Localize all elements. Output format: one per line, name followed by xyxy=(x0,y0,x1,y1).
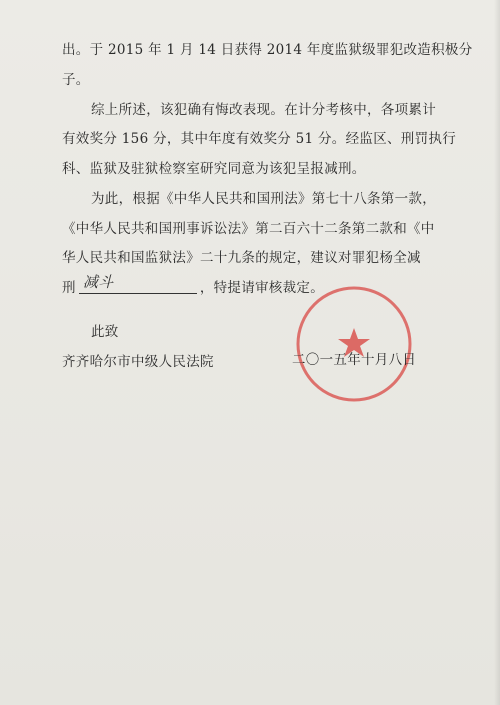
body-line-6: 为此，根据《中华人民共和国刑法》第七十八条第一款， xyxy=(91,191,436,207)
body-line-8: 华人民共和国监狱法》二十九条的规定，建议对罪犯杨全减 xyxy=(62,250,421,266)
body-line-7: 《中华人民共和国刑事诉讼法》第二百六十二条第二款和《中 xyxy=(62,221,435,237)
body-line-5: 科、监狱及驻狱检察室研究同意为该犯呈报减刑。 xyxy=(62,161,366,177)
body-line-4: 有效奖分 156 分，其中年度有效奖分 51 分。经监区、刑罚执行 xyxy=(62,131,457,147)
body-line-1: 出。于 2015 年 1 月 14 日获得 2014 年度监狱级罪犯改造积极分 xyxy=(62,42,473,58)
sentence-line xyxy=(62,273,325,296)
date-line: 二〇一五年十月八日 xyxy=(292,352,417,368)
body-line-2: 子。 xyxy=(62,72,90,88)
scan-edge xyxy=(494,0,500,705)
sentence-suffix: ，特提请审核裁定。 xyxy=(199,280,325,296)
recipient: 齐齐哈尔市中级人民法院 xyxy=(62,354,214,370)
sentence-prefix: 刑 xyxy=(62,280,76,296)
salutation: 此致 xyxy=(91,324,119,340)
body-line-3: 综上所述，该犯确有悔改表现。在计分考核中，各项累计 xyxy=(91,102,436,118)
official-seal xyxy=(292,282,416,406)
handwritten-term: 减斗 xyxy=(82,273,114,291)
sentence-blank xyxy=(79,273,197,294)
